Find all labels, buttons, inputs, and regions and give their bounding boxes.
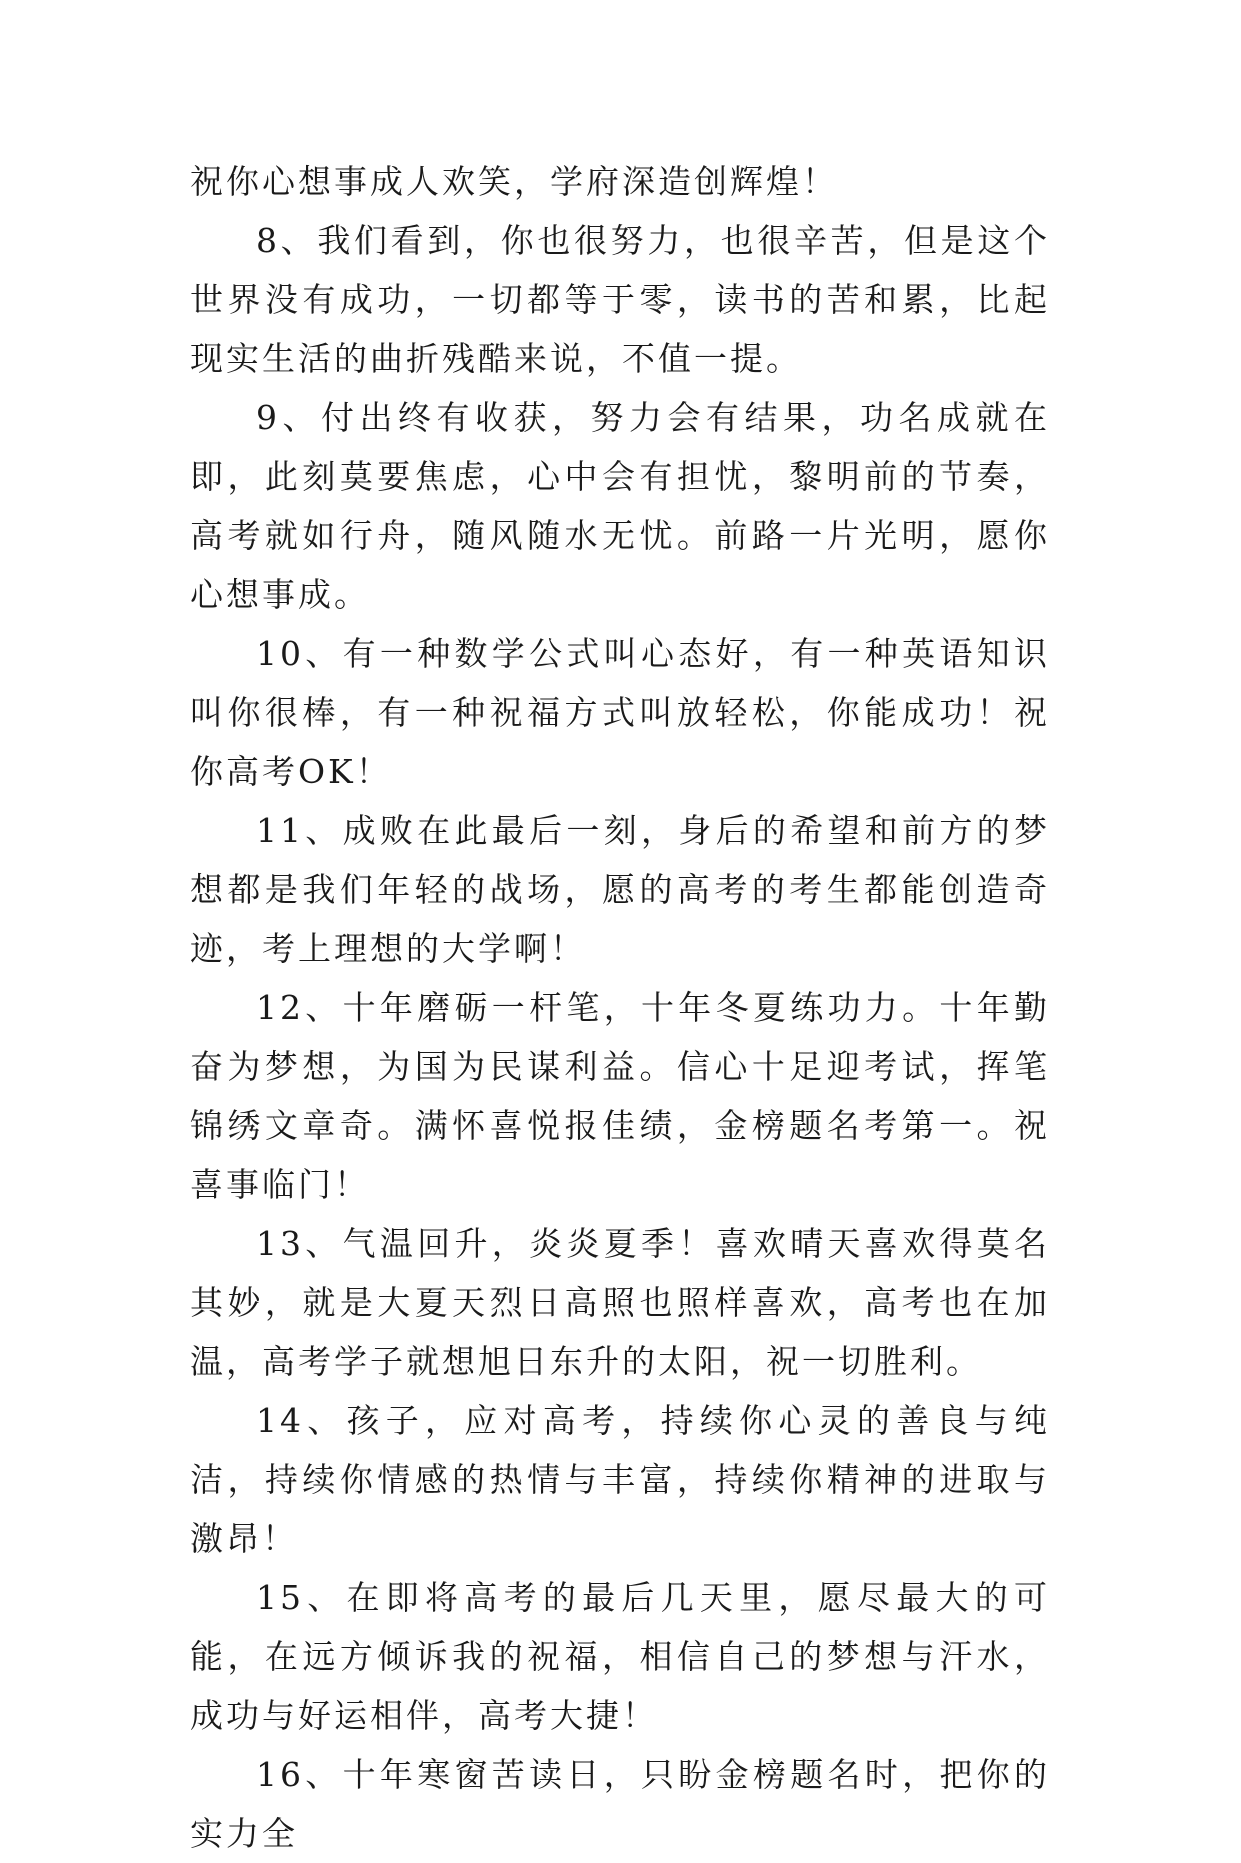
paragraph-15: 15、在即将高考的最后几天里，愿尽最大的可能，在远方倾诉我的祝福，相信自己的梦想与汗水，成功与好运相伴，高考大捷！	[190, 1578, 1050, 1735]
paragraph-9: 9、付出终有收获，努力会有结果，功名成就在即，此刻莫要焦虑，心中会有担忧，黎明前的节奏，高考就如行舟，随风随水无忧。前路一片光明，愿你心想事成。	[190, 398, 1050, 614]
paragraph-continuation: 祝你心想事成人欢笑，学府深造创辉煌！	[190, 162, 838, 201]
paragraph-16: 16、十年寒窗苦读日，只盼金榜题名时，把你的实力全	[190, 1755, 1050, 1853]
paragraph-13: 13、气温回升，炎炎夏季！喜欢晴天喜欢得莫名其妙，就是大夏天烈日高照也照样喜欢，高考也在加温，高考学子就想旭日东升的太阳，祝一切胜利。	[190, 1224, 1050, 1381]
paragraph-12: 12、十年磨砺一杆笔，十年冬夏练功力。十年勤奋为梦想，为国为民谋利益。信心十足迎考试，挥笔锦绣文章奇。满怀喜悦报佳绩，金榜题名考第一。祝喜事临门！	[190, 988, 1050, 1204]
paragraph-10: 10、有一种数学公式叫心态好，有一种英语知识叫你很棒，有一种祝福方式叫放轻松，你能成功！祝你高考OK！	[190, 634, 1050, 791]
paragraph-14: 14、孩子，应对高考，持续你心灵的善良与纯洁，持续你情感的热情与丰富，持续你精神的进取与激昂！	[190, 1401, 1050, 1558]
document-body	[190, 152, 1050, 1863]
paragraph-11: 11、成败在此最后一刻，身后的希望和前方的梦想都是我们年轻的战场，愿的高考的考生都能创造奇迹，考上理想的大学啊！	[190, 811, 1050, 968]
paragraph-8: 8、我们看到，你也很努力，也很辛苦，但是这个世界没有成功，一切都等于零，读书的苦和累，比起现实生活的曲折残酷来说，不值一提。	[190, 221, 1050, 378]
